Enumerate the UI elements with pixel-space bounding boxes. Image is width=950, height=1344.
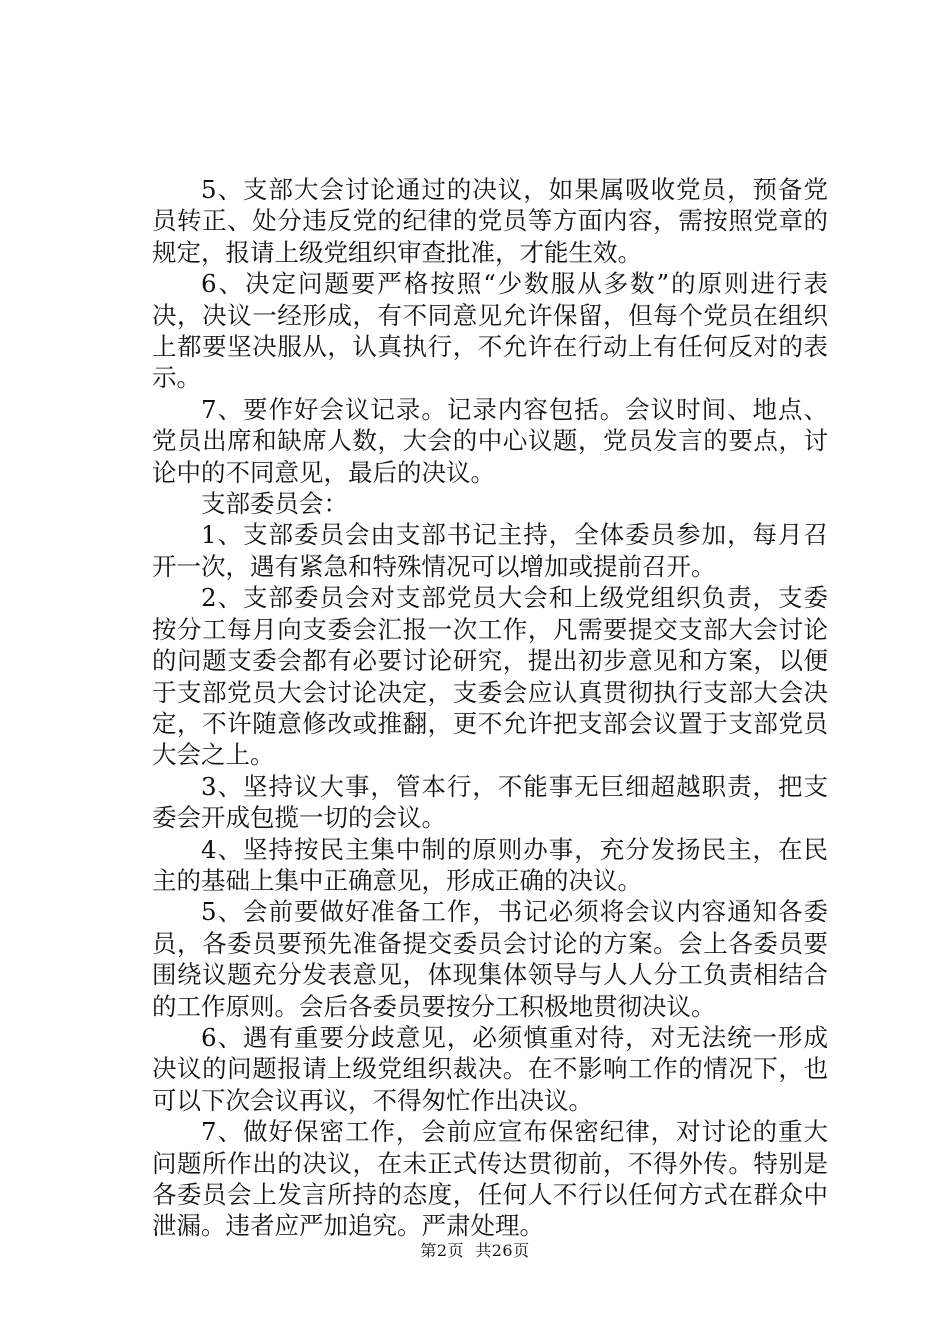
- paragraph-7-meeting-minutes: 7、要作好会议记录。记录内容包括。会议时间、地点、党员出席和缺席人数，大会的中心议题，党员发言的要点，讨论中的不同意见，最后的决议。: [152, 394, 828, 487]
- paragraph-2-committee-responsibility: 2、支部委员会对支部党员大会和上级党组织负责，支委按分工每月向支委会汇报一次工作，凡需要提交支部大会讨论的问题支委会都有必要讨论研究，提出初步意见和方案，以便于支部党员大会讨论决定，支委会应认真贯彻执行支部大会决定，不许随意修改或推翻，更不允许把支部会议置于支部党员大会之上。: [152, 583, 828, 770]
- paragraph-3-major-matters: 3、坚持议大事，管本行，不能事无巨细超越职责，把支委会开成包揽一切的会议。: [152, 771, 828, 833]
- section-heading-branch-committee: 支部委员会：: [201, 489, 348, 519]
- paragraph-6-major-disagreements: 6、遇有重要分歧意见，必须慎重对待，对无法统一形成决议的问题报请上级党组织裁决。在不影响工作的情况下，也可以下次会议再议，不得匆忙作出决议。: [152, 1022, 828, 1115]
- paragraph-7-confidentiality: 7、做好保密工作，会前应宣布保密纪律，对讨论的重大问题所作出的决议，在未正式传达贯彻前，不得外传。特别是各委员会上发言所持的态度，任何人不行以任何方式在群众中泄漏。违者应严加追究。严肃处理。: [152, 1117, 828, 1241]
- paragraph-5-resolution-approval: 5、支部大会讨论通过的决议，如果属吸收党员，预备党员转正、处分违反党的纪律的党员等方面内容，需按照党章的规定，报请上级党组织审查批准，才能生效。: [152, 175, 828, 267]
- paragraph-6-majority-rule: 6、决定问题要严格按照“少数服从多数”的原则进行表决，决议一经形成，有不同意见允许保留，但每个党员在组织上都要坚决服从，认真执行，不允许在行动上有任何反对的表示。: [152, 269, 828, 393]
- page-footer: [0, 1240, 950, 1262]
- document-body: [152, 174, 828, 1242]
- paragraph-5-meeting-preparation: 5、会前要做好准备工作，书记必须将会议内容通知各委员，各委员要预先准备提交委员会讨论的方案。会上各委员要围绕议题充分发表意见，体现集体领导与人人分工负责相结合的工作原则。会后各委员要按分工积极地贯彻决议。: [152, 897, 828, 1021]
- page-number-label: 第2页 共26页: [420, 1241, 530, 1260]
- paragraph-4-democratic-centralism: 4、坚持按民主集中制的原则办事，充分发扬民主，在民主的基础上集中正确意见，形成正确的决议。: [152, 834, 828, 895]
- paragraph-1-committee-chair: 1、支部委员会由支部书记主持，全体委员参加，每月召开一次，遇有紧急和特殊情况可以增加或提前召开。: [152, 520, 828, 581]
